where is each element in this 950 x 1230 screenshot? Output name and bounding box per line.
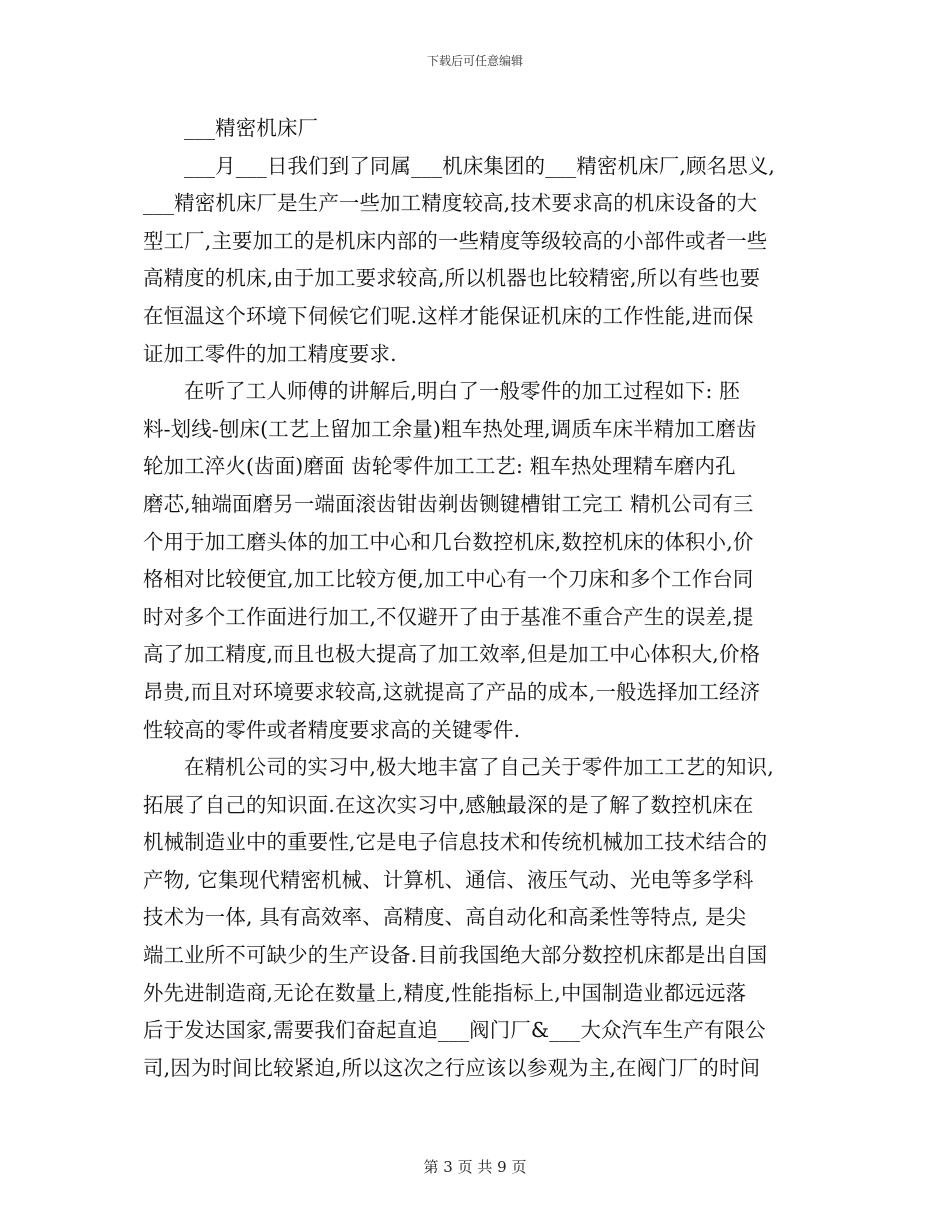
paragraph-line: 在恒温这个环境下伺候它们呢.这样才能保证机床的工作性能,进而保 — [143, 303, 754, 328]
paragraph-line: ___精密机床厂是生产一些加工精度较高,技术要求高的机床设备的大 — [143, 191, 758, 216]
section-title: ___精密机床厂 — [184, 116, 319, 140]
paragraph-line: 高精度的机床,由于加工要求较高,所以机器也比较精密,所以有些也要 — [143, 266, 761, 291]
paragraph-line: 证加工零件的加工精度要求. — [143, 341, 397, 366]
paragraph-line: 外先进制造商,无论在数量上,精度,性能指标上,中国制造业都远远落 — [143, 980, 747, 1005]
paragraph-line: 产物, 它集现代精密机械、计算机、通信、液压气动、光电等多学科 — [143, 867, 754, 892]
document-body — [143, 110, 823, 1087]
paragraph-line: 后于发达国家,需要我们奋起直追___阀门厂&___大众汽车生产有限公 — [143, 1018, 766, 1043]
paragraph-line: 在精机公司的实习中,极大地丰富了自己关于零件加工工艺的知识, — [184, 755, 774, 780]
paragraph-line: 轮加工淬火(齿面)磨面 齿轮零件加工工艺: 粗车热处理精车磨内孔 — [143, 454, 736, 479]
page-header-note: 下载后可任意编辑 — [426, 54, 523, 68]
paragraph-line: 司,因为时间比较紧迫,所以这次之行应该以参观为主,在阀门厂的时间 — [143, 1055, 761, 1080]
paragraph-line: 在听了工人师傅的讲解后,明白了一般零件的加工过程如下: 胚 — [184, 379, 740, 404]
paragraph-line: 机械制造业中的重要性,它是电子信息技术和传统机械加工技术结合的 — [143, 830, 768, 855]
paragraph-line: 端工业所不可缺少的生产设备.目前我国绝大部分数控机床都是出自国 — [143, 943, 768, 968]
paragraph-line: 技术为一体, 具有高效率、高精度、高自动化和高柔性等特点, 是尖 — [143, 905, 747, 930]
paragraph-line: 拓展了自己的知识面.在这次实习中,感触最深的是了解了数控机床在 — [143, 792, 754, 817]
paragraph-line: ___月___日我们到了同属___机床集团的___精密机床厂,顾名思义, — [184, 153, 776, 178]
paragraph-line: 性较高的零件或者精度要求高的关键零件. — [143, 717, 521, 742]
paragraph-line: 高了加工精度,而且也极大提高了加工效率,但是加工中心体积大,价格 — [143, 642, 761, 667]
paragraph-line: 昂贵,而且对环境要求较高,这就提高了产品的成本,一般选择加工经济 — [143, 679, 761, 704]
paragraph-line: 个用于加工磨头体的加工中心和几台数控机床,数控机床的体积小,价 — [143, 529, 754, 554]
paragraph-line: 料-划线-刨床(工艺上留加工余量)粗车热处理,调质车床半精加工磨齿 — [143, 416, 757, 441]
paragraph-line: 格相对比较便宜,加工比较方便,加工中心有一个刀床和多个工作台同 — [143, 567, 754, 592]
page-number-footer: 第 3 页 共 9 页 — [423, 1158, 527, 1176]
paragraph-line: 时对多个工作面进行加工,不仅避开了由于基准不重合产生的误差,提 — [143, 604, 754, 629]
paragraph-line: 型工厂,主要加工的是机床内部的一些精度等级较高的小部件或者一些 — [143, 228, 768, 253]
paragraph-line: 磨芯,轴端面磨另一端面滚齿钳齿剃齿铡键槽钳工完工 精机公司有三 — [143, 491, 754, 516]
